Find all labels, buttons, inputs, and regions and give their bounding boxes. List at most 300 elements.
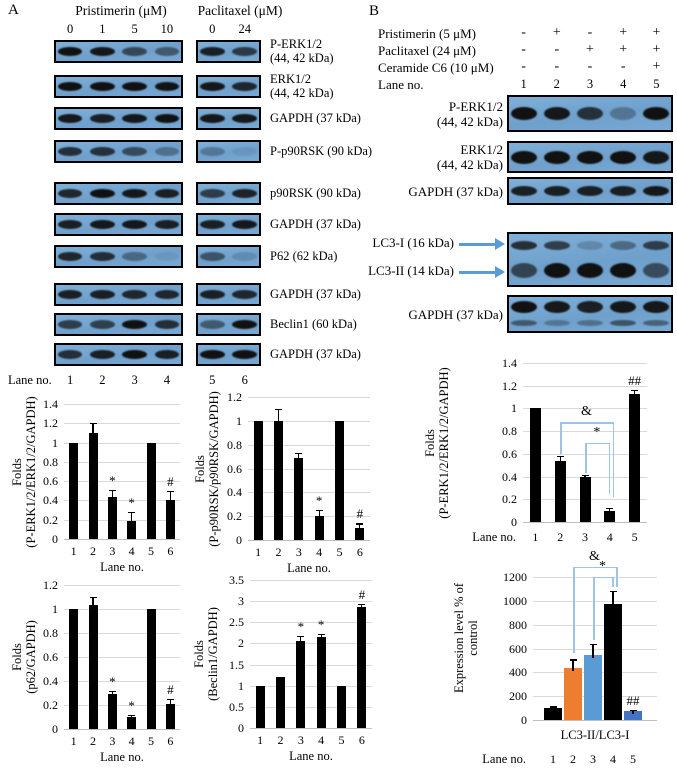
comparison-bracket <box>593 577 595 641</box>
error-bar-cap <box>167 491 174 492</box>
x-axis-tick-label: 2 <box>557 530 564 544</box>
protein-band <box>511 241 537 250</box>
dose-label: 24 <box>238 22 251 36</box>
error-bar <box>592 644 593 658</box>
error-bar <box>170 491 171 504</box>
protein-band <box>511 186 537 196</box>
protein-band <box>643 241 669 250</box>
blot-row-label: P-ERK1/2 (44, 42 kDa) <box>436 98 503 129</box>
treatment-sign: - <box>554 42 560 57</box>
protein-band <box>511 301 537 313</box>
x-axis-tick-label: 3 <box>109 734 116 748</box>
x-axis-tick-label: 6 <box>356 545 363 559</box>
treatment-sign: - <box>587 25 593 40</box>
gridline <box>64 404 180 405</box>
treatment-sign: - <box>554 59 560 74</box>
bracket-significance-label: & <box>589 548 600 564</box>
protein-band <box>544 241 570 250</box>
dose-label: 10 <box>160 22 174 36</box>
lane-number: 4 <box>163 373 170 387</box>
protein-band <box>544 320 570 326</box>
blot-box <box>507 95 673 132</box>
x-axis-tick-label: 2 <box>90 544 96 558</box>
data-bar <box>337 686 346 728</box>
treatment-sign: + <box>652 25 661 40</box>
x-axis-tick-label: 3 <box>590 752 596 766</box>
x-axis-tick-label: 2 <box>277 733 284 747</box>
y-axis-tick-label: 0.2 <box>43 698 58 712</box>
error-bar-cap <box>275 409 282 410</box>
data-bar <box>108 497 117 539</box>
error-bar-cap <box>570 659 577 660</box>
x-axis-tick-label: 5 <box>338 733 345 747</box>
protein-band <box>577 151 603 164</box>
gridline <box>533 601 657 602</box>
protein-band <box>610 241 636 250</box>
comparison-bracket <box>612 577 614 587</box>
y-axis-tick-label: 0.8 <box>227 437 242 452</box>
x-axis-tick-label: 4 <box>318 733 325 747</box>
gridline <box>248 469 370 470</box>
y-axis-tick-label: 0.2 <box>43 512 58 527</box>
dose-label: 0 <box>67 22 74 36</box>
protein-band <box>544 263 570 278</box>
protein-band <box>610 301 636 313</box>
x-axis-tick-label: 1 <box>70 734 77 748</box>
y-axis-tick-label: 0.8 <box>502 424 517 439</box>
dose-label: 0 <box>209 22 216 36</box>
data-bar <box>166 704 175 729</box>
x-axis-tick-label: 2 <box>90 734 96 748</box>
treatment-sign: - <box>620 59 626 74</box>
error-bar <box>112 490 113 500</box>
protein-band <box>643 263 669 278</box>
lane-number: 1 <box>520 77 527 91</box>
data-bar <box>147 443 156 539</box>
treatment-sign: + <box>619 42 628 57</box>
gridline <box>523 363 647 364</box>
data-bar <box>296 641 305 728</box>
y-axis-tick-label: 1.4 <box>502 356 517 370</box>
significance-marker: # <box>167 682 174 697</box>
blot-row-label: P-ERK1/2 (44, 42 kDa) <box>270 37 334 65</box>
x-axis-tick-label: 1 <box>255 545 262 559</box>
gridline <box>64 443 180 444</box>
protein-band <box>577 241 603 250</box>
protein-band <box>643 301 669 313</box>
data-bar <box>335 421 344 540</box>
gridline <box>250 707 372 708</box>
error-bar <box>92 597 93 608</box>
comparison-bracket <box>609 443 611 494</box>
y-axis-tick-label: 1 <box>52 602 58 616</box>
x-axis-tick-label: 3 <box>582 530 588 544</box>
significance-marker: * <box>109 472 116 488</box>
data-bar <box>317 637 326 728</box>
blot-row-label: ERK1/2 (44, 42 kDa) <box>270 72 334 100</box>
data-bar <box>108 694 117 729</box>
x-axis-tick-label: 4 <box>128 734 135 748</box>
y-axis-tick-label: 1.2 <box>43 416 58 431</box>
error-bar-cap <box>631 390 638 391</box>
error-bar <box>92 423 93 436</box>
lane-row-label: Lane no. <box>8 373 52 387</box>
y-axis-tick-label: 1.5 <box>229 657 244 672</box>
error-bar-cap <box>128 715 135 716</box>
gridline <box>64 520 180 521</box>
data-bar <box>89 433 98 539</box>
chart-folds-beclin1-a <box>192 572 388 768</box>
y-axis-tick-label: 0.5 <box>229 699 244 714</box>
error-bar-cap <box>318 634 325 635</box>
significance-marker: * <box>128 697 135 713</box>
x-axis-tick-label: 4 <box>606 530 613 544</box>
significance-marker: * <box>109 673 116 689</box>
y-axis-tick-label: 0 <box>236 533 242 547</box>
y-axis-tick-label: 600 <box>509 641 527 656</box>
y-axis-tick-label: 0.2 <box>502 492 517 507</box>
protein-band <box>511 107 537 120</box>
protein-band <box>643 107 669 120</box>
lc3-ii-arrow-icon <box>459 271 497 274</box>
chart-folds-pp90rsk-a <box>192 388 388 578</box>
error-bar-cap <box>295 453 302 454</box>
data-bar <box>530 408 541 522</box>
gridline <box>248 397 370 398</box>
y-axis-tick-label: 3.5 <box>229 573 244 587</box>
error-bar-cap <box>582 475 589 476</box>
treatment-sign: - <box>521 42 526 57</box>
y-axis-tick-label: 1.2 <box>227 390 242 404</box>
treatment-sign: - <box>587 59 593 74</box>
y-axis-tick-label: 0.4 <box>502 469 517 484</box>
protein-band <box>610 320 636 326</box>
x-axis-tick-label: 3 <box>295 545 302 559</box>
y-axis-tick-label: 0.6 <box>227 461 242 476</box>
bracket-significance-label: * <box>593 424 601 440</box>
lc3-ii-arrowhead-icon <box>495 266 505 278</box>
x-axis-tick-label: 5 <box>148 544 154 558</box>
gridline <box>248 445 370 446</box>
lane-number: 5 <box>209 373 216 387</box>
comparison-bracket <box>616 567 618 587</box>
x-axis-tick-label: 5 <box>148 734 154 748</box>
treatment-sign: + <box>552 25 561 40</box>
lc3-i-arrow-icon <box>459 243 497 246</box>
y-axis-tick-label: 1.2 <box>43 578 58 592</box>
error-bar-cap <box>90 423 97 424</box>
lc3-i-arrowhead-icon <box>495 238 505 250</box>
y-axis-tick-label: 0.8 <box>43 454 58 469</box>
gridline <box>64 657 180 658</box>
panel-a-label: A <box>8 2 19 18</box>
dose-label: 1 <box>99 22 106 36</box>
error-bar-cap <box>128 512 135 513</box>
data-bar <box>69 443 78 539</box>
error-bar-cap <box>610 591 617 592</box>
error-bar-cap <box>356 523 363 524</box>
y-axis-title: Folds (Beclin1/GAPDH) <box>192 607 220 701</box>
blot-row-label: GAPDH (37 kDa) <box>270 286 361 301</box>
blot-row-label: ERK1/2 (44, 42 kDa) <box>436 142 503 172</box>
treatment-sign: - <box>521 59 526 74</box>
data-bar <box>256 686 265 728</box>
x-axis-tick-label: 4 <box>610 752 616 766</box>
blot-box <box>507 177 673 205</box>
x-axis-tick-label: 6 <box>167 734 174 748</box>
chart-folds-p62-a <box>2 578 192 768</box>
protein-band <box>643 320 669 326</box>
lane-row-label: Lane no. <box>378 77 424 92</box>
gridline <box>533 720 657 721</box>
protein-band <box>577 263 603 278</box>
panel-b-label: B <box>369 3 380 19</box>
blot-row-label: Beclin1 (60 kDa) <box>270 316 357 331</box>
paclitaxel-group-title: Paclitaxel (μM) <box>197 3 283 18</box>
gridline <box>250 686 372 687</box>
protein-band <box>610 186 636 196</box>
gridline <box>64 423 180 424</box>
protein-band <box>544 107 570 120</box>
protein-band <box>577 107 603 120</box>
bracket-significance-label: * <box>599 558 606 574</box>
x-axis-tick-label: 2 <box>275 545 282 559</box>
y-axis-tick-label: 0 <box>238 721 244 735</box>
lane-number: 2 <box>99 373 106 387</box>
x-axis-tick-label: 6 <box>167 544 174 558</box>
lc3-ii-label: LC3-II (14 kDa) <box>368 263 454 278</box>
treatment-sign: + <box>652 42 661 57</box>
data-bar <box>315 516 324 540</box>
comparison-bracket <box>560 422 562 454</box>
treatment-sign: + <box>586 42 594 57</box>
blot-row-label: p90RSK (90 kDa) <box>270 185 361 200</box>
y-axis-title: Folds (p62/GAPDH) <box>10 620 38 694</box>
error-bar-cap <box>550 706 557 707</box>
x-axis-tick-label: 5 <box>631 530 638 544</box>
significance-marker: # <box>358 587 366 603</box>
y-axis-tick-label: 0.6 <box>43 474 58 489</box>
data-bar <box>89 605 98 729</box>
protein-band <box>511 151 537 164</box>
blot-box <box>507 232 673 287</box>
y-axis-tick-label: 1000 <box>503 594 527 609</box>
x-axis-prefix-label: Lane no. <box>472 530 516 544</box>
significance-marker: * <box>317 616 325 632</box>
data-bar <box>564 668 582 720</box>
error-bar <box>572 659 573 670</box>
data-bar <box>147 609 156 729</box>
y-axis-tick-label: 0 <box>52 722 58 736</box>
x-axis-tick-label: 1 <box>550 752 556 766</box>
protein-band <box>610 263 636 278</box>
pristimerin-group-title: Pristimerin (μM) <box>75 3 167 18</box>
error-bar <box>131 512 132 524</box>
error-bar-cap <box>167 699 174 700</box>
treatment-name: Ceramide C6 (10 μM) <box>378 60 494 75</box>
significance-marker: * <box>297 619 305 635</box>
comparison-bracket <box>585 443 587 474</box>
y-axis-title: Folds (P-ERK1/2/ERK1/2/GAPDH) <box>423 366 451 519</box>
data-bar <box>294 458 303 540</box>
gridline <box>250 643 372 644</box>
gridline <box>533 625 657 626</box>
data-bar <box>555 461 566 522</box>
data-bar <box>357 607 366 728</box>
x-axis-tick-label: 4 <box>316 545 323 559</box>
data-bar <box>276 677 285 728</box>
error-bar-cap <box>109 691 116 692</box>
significance-marker: # <box>167 473 174 489</box>
error-bar-cap <box>557 456 564 457</box>
treatment-sign: + <box>619 25 628 40</box>
data-bar <box>254 421 263 540</box>
y-axis-tick-label: 0.6 <box>502 446 517 461</box>
comparison-bracket <box>560 422 613 424</box>
gridline <box>250 728 372 729</box>
y-axis-tick-label: 0.4 <box>43 493 58 508</box>
x-axis-tick-label: 3 <box>297 733 304 747</box>
protein-band <box>511 320 537 326</box>
blot-row-label: P62 (62 kDa) <box>270 248 338 263</box>
x-axis-tick-label: 5 <box>630 752 636 766</box>
protein-band <box>643 186 669 196</box>
significance-marker: * <box>315 493 323 509</box>
x-axis-title: Lane no. <box>100 560 144 574</box>
error-bar <box>612 591 613 606</box>
y-axis-tick-label: 0.4 <box>43 674 58 688</box>
protein-band <box>511 263 537 278</box>
gridline <box>64 633 180 634</box>
error-bar-cap <box>90 597 97 598</box>
blot-box <box>507 295 673 333</box>
y-axis-tick-label: 0.6 <box>43 650 58 664</box>
blot-row-label: GAPDH (37 kDa) <box>270 110 361 125</box>
gridline <box>64 539 180 540</box>
comparison-bracket <box>593 577 612 579</box>
y-axis-tick-label: 1 <box>236 413 242 428</box>
x-axis-title: Lane no. <box>100 750 144 764</box>
y-axis-tick-label: 800 <box>509 617 527 632</box>
blot-row-label: GAPDH (37 kDa) <box>408 306 503 322</box>
blot-row-label: GAPDH (37 kDa) <box>270 346 361 361</box>
data-bar <box>584 655 602 720</box>
protein-band <box>544 301 570 313</box>
y-axis-title: Expression level % of control <box>452 582 480 694</box>
comparison-bracket <box>613 422 615 497</box>
y-axis-tick-label: 0 <box>521 713 527 727</box>
x-axis-tick-label: 6 <box>358 733 365 747</box>
y-axis-tick-label: 1 <box>238 678 244 693</box>
y-axis-tick-label: 1 <box>52 435 58 450</box>
protein-band <box>610 151 636 164</box>
gridline <box>533 649 657 650</box>
lane-number: 2 <box>553 77 560 91</box>
treatment-name: Paclitaxel (24 μM) <box>378 43 476 58</box>
x-axis-prefix-label: Lane no. <box>482 752 526 766</box>
protein-band <box>577 320 603 326</box>
protein-band <box>544 186 570 196</box>
y-axis-tick-label: 1200 <box>503 570 527 585</box>
lane-number: 6 <box>241 373 248 387</box>
chart-folds-perk-erk-gapdh-a <box>2 392 192 578</box>
gridline <box>250 665 372 666</box>
lane-number: 5 <box>653 77 660 91</box>
data-bar <box>629 394 640 522</box>
y-axis-tick-label: 1.2 <box>502 378 517 393</box>
x-axis-tick-label: 5 <box>336 545 343 559</box>
significance-marker: * <box>128 495 135 510</box>
x-axis-tick-label: 1 <box>532 530 539 544</box>
error-bar-cap <box>606 508 613 509</box>
treatment-sign: - <box>521 25 526 40</box>
x-axis-tick-label: 1 <box>70 544 77 558</box>
y-axis-tick-label: 0.2 <box>227 509 242 524</box>
treatment-sign: + <box>652 59 661 74</box>
protein-band <box>577 301 603 313</box>
gridline <box>64 609 180 610</box>
error-bar <box>278 409 279 424</box>
data-bar <box>69 609 78 729</box>
gridline <box>523 522 647 523</box>
x-axis-title: Lane no. <box>287 561 331 575</box>
gridline <box>248 421 370 422</box>
gridline <box>64 462 180 463</box>
data-bar <box>274 421 283 540</box>
blot-row-label: P-p90RSK (90 kDa) <box>270 143 373 158</box>
significance-marker: # <box>356 506 364 522</box>
blot-row-label: GAPDH (37 kDa) <box>270 216 361 231</box>
error-bar-cap <box>630 710 637 711</box>
gridline <box>248 540 370 541</box>
y-axis-title: Folds (P-ERK1/2/ERK1/2/GAPDH) <box>10 395 38 548</box>
lc3-i-label: LC3-I (16 kDa) <box>372 235 454 250</box>
lane-number: 3 <box>131 373 138 387</box>
y-axis-tick-label: 2.5 <box>229 615 244 630</box>
gridline <box>64 585 180 586</box>
error-bar-cap <box>358 604 365 605</box>
x-axis-tick-label: 3 <box>109 544 116 558</box>
dose-label: 5 <box>131 22 138 36</box>
y-axis-tick-label: 0 <box>511 515 517 529</box>
blot-box <box>507 141 673 173</box>
y-axis-tick-label: 1 <box>511 401 517 416</box>
y-axis-tick-label: 0.4 <box>227 485 242 500</box>
data-bar <box>166 500 175 539</box>
x-axis-tick-label: 1 <box>257 733 264 747</box>
gridline <box>64 729 180 730</box>
blot-row-label: GAPDH (37 kDa) <box>408 183 503 199</box>
chart-folds-perk-erk-gapdh-b <box>390 340 677 552</box>
error-bar <box>319 510 320 519</box>
y-axis-tick-label: 200 <box>509 689 527 704</box>
y-axis-tick-label: 3 <box>238 594 244 609</box>
x-axis-title: LC3-II/LC3-I <box>560 728 630 742</box>
gridline <box>250 580 372 581</box>
error-bar <box>300 636 301 644</box>
comparison-bracket <box>585 443 609 445</box>
error-bar-cap <box>297 636 304 637</box>
protein-band <box>643 151 669 164</box>
protein-band <box>610 107 636 120</box>
error-bar-cap <box>316 510 323 511</box>
x-axis-tick-label: 2 <box>570 752 576 766</box>
protein-band <box>577 186 603 196</box>
x-axis-title: Lane no. <box>289 749 333 763</box>
treatment-name: Pristimerin (5 μM) <box>378 26 476 41</box>
comparison-bracket <box>573 567 575 654</box>
protein-band <box>544 151 570 164</box>
